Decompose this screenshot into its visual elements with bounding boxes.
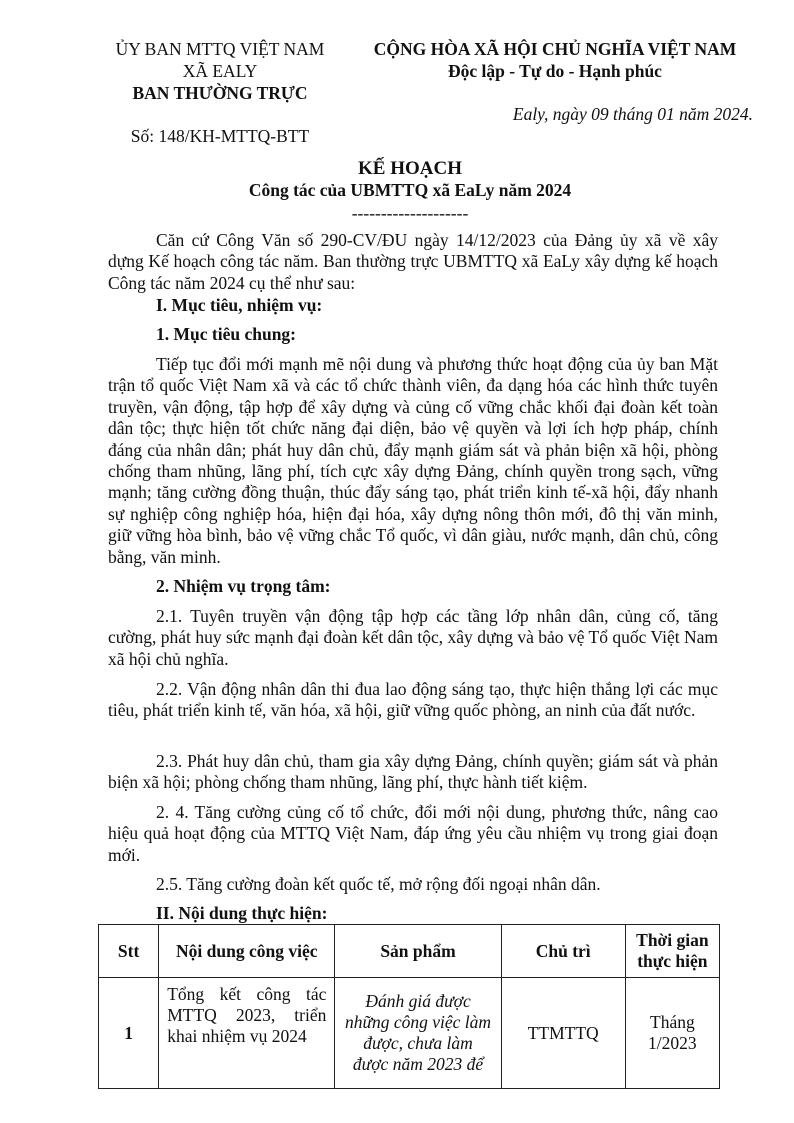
motto: Độc lập - Tự do - Hạnh phúc	[448, 61, 662, 81]
task-paragraph-2-5: 2.5. Tăng cường đoàn kết quốc tế, mở rộng đối ngoại nhân dân.	[156, 874, 601, 894]
goal-paragraph: Tiếp tục đổi mới mạnh mẽ nội dung và phương thức hoạt động của ủy ban Mặt trận tổ quốc Việt Nam xã và các tổ chức thành viên, đa dạng hóa các hình thức tuyên truyền, vận động, tập hợp để xây dựng và củng cố vững chắc khối đại đoàn kết toàn dân tộc; thực hiện tốt chức năng đại diện, bảo vệ quyền và lợi ích hợp pháp, chính đáng của nhân dân; phát huy dân chủ, đẩy mạnh giám sát và phản biện xã hội, phòng chống tham nhũng, lãng phí, tích cực xây dựng Đảng, chính quyền trong sạch, vững mạnh; tăng cường đồng thuận, thúc đẩy sáng tạo, phát triển kinh tế-xã hội, đẩy nhanh sự nghiệp công nghiệp hóa, hiện đại hóa, xây dựng nông thôn mới, đô thị văn minh, giữ vững hòa bình, bảo vệ vững chắc Tổ quốc, vì dân giàu, nước mạnh, dân chủ, công bằng, văn minh.	[108, 354, 718, 567]
header-content: Nội dung công việc	[159, 925, 335, 978]
task-paragraph-2-3: 2.3. Phát huy dân chủ, tham gia xây dựng Đảng, chính quyền; giám sát và phản biện xã hội; phòng chống tham nhũng, lãng phí, thực hành tiết kiệm.	[108, 751, 718, 793]
document-number: Số: 148/KH-MTTQ-BTT	[130, 126, 310, 146]
intro-paragraph: Căn cứ Công Văn số 290-CV/ĐU ngày 14/12/2023 của Đảng ủy xã về xây dựng Kế hoạch công tác năm. Ban thường trực UBMTTQ xã EaLy xây dựng kế hoạch Công tác năm 2024 cụ thể như sau:	[108, 230, 718, 293]
header-product: Sản phẩm	[335, 925, 501, 978]
header-lead: Chủ trì	[501, 925, 625, 978]
agency-line-2: XÃ EALY	[182, 61, 258, 81]
cell-time: Tháng 1/2023	[625, 978, 719, 1089]
task-paragraph-2-2: 2.2. Vận động nhân dân thi đua lao động sáng tạo, thực hiện thắng lợi các mục tiêu, phát triển kinh tế, văn hóa, xã hội, giữ vững quốc phòng, an ninh của đất nước.	[108, 679, 718, 721]
cell-product: Đánh giá được những công việc làm được, chưa làm được năm 2023 để	[335, 978, 501, 1089]
agency-line-1: ỦY BAN MTTQ VIỆT NAM	[115, 39, 325, 59]
document-title: KẾ HOẠCH	[358, 158, 462, 179]
cell-lead: TTMTTQ	[501, 978, 625, 1089]
issue-date: Ealy, ngày 09 tháng 01 năm 2024.	[512, 104, 753, 124]
plan-table	[98, 924, 720, 1089]
cell-content: Tổng kết công tác MTTQ 2023, triển khai nhiệm vụ 2024	[159, 978, 335, 1089]
task-paragraph-2-1: 2.1. Tuyên truyền vận động tập hợp các tầng lớp nhân dân, củng cố, tăng cường, phát huy sức mạnh đại đoàn kết dân tộc, xây dựng và bảo vệ Tổ quốc Việt Nam xã hội chủ nghĩa.	[108, 606, 718, 669]
title-separator: --------------------	[351, 203, 469, 223]
task-paragraph-2-4: 2. 4. Tăng cường củng cố tổ chức, đổi mới nội dung, phương thức, nâng cao hiệu quả hoạt động của MTTQ Việt Nam, đáp ứng yêu cầu nhiệm vụ trong giai đoạn mới.	[108, 802, 718, 865]
subsection-heading-2: 2. Nhiệm vụ trọng tâm:	[156, 576, 331, 596]
issuing-agency	[100, 38, 340, 104]
cell-stt: 1	[99, 978, 159, 1089]
table-row	[99, 978, 720, 1089]
national-motto	[350, 38, 760, 82]
header-time: Thời gian thực hiện	[625, 925, 719, 978]
section-heading-1: I. Mục tiêu, nhiệm vụ:	[156, 295, 323, 315]
table-header-row	[99, 925, 720, 978]
country-name: CỘNG HÒA XÃ HỘI CHỦ NGHĨA VIỆT NAM	[373, 39, 737, 59]
document-subtitle: Công tác của UBMTTQ xã EaLy năm 2024	[248, 180, 572, 200]
section-heading-2: II. Nội dung thực hiện:	[156, 903, 328, 923]
header-stt: Stt	[99, 925, 159, 978]
agency-line-3: BAN THƯỜNG TRỰC	[132, 83, 308, 103]
subsection-heading-1: 1. Mục tiêu chung:	[156, 324, 296, 344]
